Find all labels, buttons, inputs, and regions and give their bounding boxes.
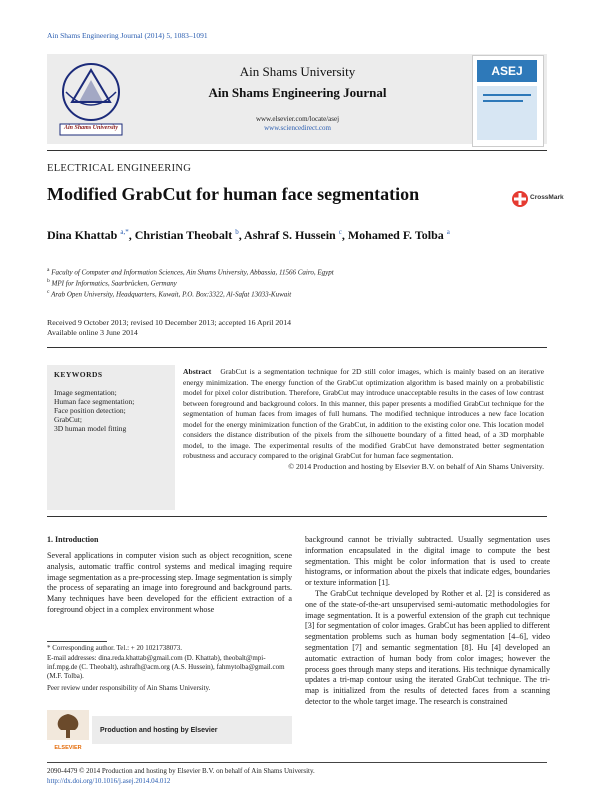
author-affiliation-link[interactable]: c bbox=[338, 228, 342, 236]
author-affiliation-link[interactable]: a,* bbox=[120, 228, 129, 236]
elsevier-label: ELSEVIER bbox=[54, 745, 82, 751]
author-name: Christian Theobalt bbox=[134, 228, 233, 242]
header-university: Ain Shams University bbox=[239, 64, 356, 79]
affiliation-text: MPI for Informatics, Saarbrücken, Germany bbox=[51, 279, 177, 288]
author-name: Mohamed F. Tolba bbox=[347, 228, 444, 242]
crossmark-label: CrossMark bbox=[530, 194, 564, 201]
abstract-label: Abstract bbox=[183, 367, 212, 376]
abstract-rule-top bbox=[47, 347, 547, 348]
elsevier-logo bbox=[47, 710, 89, 751]
abstract-text: GrabCut is a segmentation technique for 2D still color images, which is mainly based on an iterative energy minimization. The energy function of the GrabCut optimization algorithm is based mainly on a probabilistic model for pixel color distribution. Therefore, GrabCut may introduce unacceptable results in the cases of low contrast between foreground and background colors. In this manner, this paper presents a modified GrabCut technique for the segmentation of human faces from images of full humans. The modified technique introduces a new face location model for the energy minimization function of the GrabCut, in addition to the existing color one. This location model considers the distance distribution of the pixels from the silhouette boundary of a fitted head, of a 3D morphable model, to the image. The experimental results of the modified GrabCut have demonstrated better segmentation robustness and accuracy compared to the original GrabCut for human face segmentation. bbox=[183, 367, 544, 460]
affiliation bbox=[47, 289, 291, 298]
available-online: Available online 3 June 2014 bbox=[47, 328, 138, 337]
footnote-emails[interactable]: E-mail addresses: dina.reda.khattab@gmail.com (D. Khattab), theobalt@mpi-inf.mpg.de (C. Theobalt), ashrafh@acm.org (A.S. Hussein), fahmytolba@gmail.com (M.F. Tolba). bbox=[47, 654, 285, 681]
footer-doi-link[interactable]: http://dx.doi.org/10.1016/j.asej.2014.04.012 bbox=[47, 777, 171, 785]
footnote-rule bbox=[47, 641, 107, 642]
keyword: Human face segmentation; bbox=[54, 397, 135, 406]
cover-title: ASEJ bbox=[477, 60, 537, 82]
affiliation-marker: a bbox=[47, 267, 50, 273]
received-dates: Received 9 October 2013; revised 10 December 2013; accepted 16 April 2014 bbox=[47, 318, 292, 327]
crossmark-icon bbox=[511, 190, 529, 208]
journal-citation-link[interactable]: Ain Shams Engineering Journal (2014) 5, 1083–1091 bbox=[47, 31, 208, 40]
article-title: Modified GrabCut for human face segmentation bbox=[47, 184, 420, 204]
author-affiliation-link[interactable]: b bbox=[235, 228, 239, 236]
section-category: ELECTRICAL ENGINEERING bbox=[47, 163, 192, 174]
abstract bbox=[183, 367, 544, 472]
author-name: Ashraf S. Hussein bbox=[244, 228, 336, 242]
affiliation-text: Faculty of Computer and Information Sciences, Ain Shams University, Abbassia, 11566 Cairo, Egypt bbox=[51, 268, 334, 277]
keyword: Image segmentation; bbox=[54, 388, 117, 397]
abstract-copyright: © 2014 Production and hosting by Elsevier B.V. on behalf of Ain Shams University. bbox=[288, 461, 544, 471]
affiliation-marker: b bbox=[47, 278, 50, 284]
affiliation bbox=[47, 278, 177, 287]
keyword: 3D human model fitting bbox=[54, 424, 127, 433]
logo-caption: Ain Shams University bbox=[63, 125, 118, 131]
keyword: GrabCut; bbox=[54, 415, 82, 424]
keyword: Face position detection; bbox=[54, 406, 126, 415]
header-rule bbox=[47, 150, 547, 151]
keywords-heading: KEYWORDS bbox=[54, 370, 103, 379]
intro-right-column bbox=[305, 535, 550, 708]
footer-issn: 2090-4479 © 2014 Production and hosting by Elsevier B.V. on behalf of Ain Shams University. bbox=[47, 767, 315, 775]
footnote-corresponding: * Corresponding author. Tel.: + 20 1021738073. bbox=[47, 644, 182, 652]
header-url-elsevier[interactable]: www.elsevier.com/locate/asej bbox=[255, 115, 340, 123]
intro-left-column: Several applications in computer vision such as object recognition, scene analysis, automatic traffic control systems and medical imaging require image segmentation as a pre-processing step. Image segmentation is simply the process of separating an image into foreground and background parts. Many techniques have been developed for the efficient extraction of a foreground object in a complex environment whose bbox=[47, 551, 292, 614]
crossmark-badge[interactable] bbox=[511, 190, 564, 208]
intro-paragraph: The GrabCut technique developed by Rother et al. [2] is considered as one of the state-of-the-art unsupervised semi-automatic methodologies for image segmentation. It is a powerful extension of the graph cut technique [3] for segmentation of color images. GrabCut has been applied to different segmentation problems such as human body segmentation [4–6], video segmentation [7] and semantic segmentation [8]. Hu [4] developed an automatic extraction of human body from color images; however the process goes through many steps and iterations. His technique dynamically updates a tri-map contour using the iterated GrabCut technique. The tri-map is initialized from the results of detected faces from a scanning detector to the whole target image. The research is constrained bbox=[305, 588, 550, 706]
header-url-sciencedirect[interactable]: www.sciencedirect.com bbox=[264, 124, 331, 132]
author-name: Dina Khattab bbox=[47, 228, 118, 242]
intro-paragraph: background cannot be trivially subtracted. Usually segmentation uses information encapsulated in the digital image to compute the best segmentation. This might be color information that is used to create histograms, or information about the pixels that indicate edges, boundaries or texture information [1]. bbox=[305, 535, 550, 588]
author-affiliation-link[interactable]: a bbox=[446, 228, 450, 236]
footer-rule bbox=[47, 762, 547, 763]
elsevier-tree-icon bbox=[47, 710, 89, 740]
production-text: Production and hosting by Elsevier bbox=[100, 727, 218, 734]
footnote-peer-review: Peer review under responsibility of Ain Shams University. bbox=[47, 684, 211, 692]
author-list: Dina Khattab $^{a,*}$, Christian Theobalt $^b$, Ashraf S. Hussein $^c$, Mohamed F. Tolba $^a$ bbox=[47, 228, 450, 242]
keywords-box bbox=[47, 365, 175, 510]
header-journal-title: Ain Shams Engineering Journal bbox=[208, 85, 387, 100]
affiliation-text: Arab Open University, Headquarters, Kuwait, P.O. Box:3322, Al-Safat 13033-Kuwait bbox=[51, 290, 292, 299]
affiliation bbox=[47, 267, 334, 276]
affiliation-marker: c bbox=[47, 289, 50, 295]
abstract-rule-bottom bbox=[47, 516, 547, 517]
section-heading-introduction: 1. Introduction bbox=[47, 535, 99, 544]
